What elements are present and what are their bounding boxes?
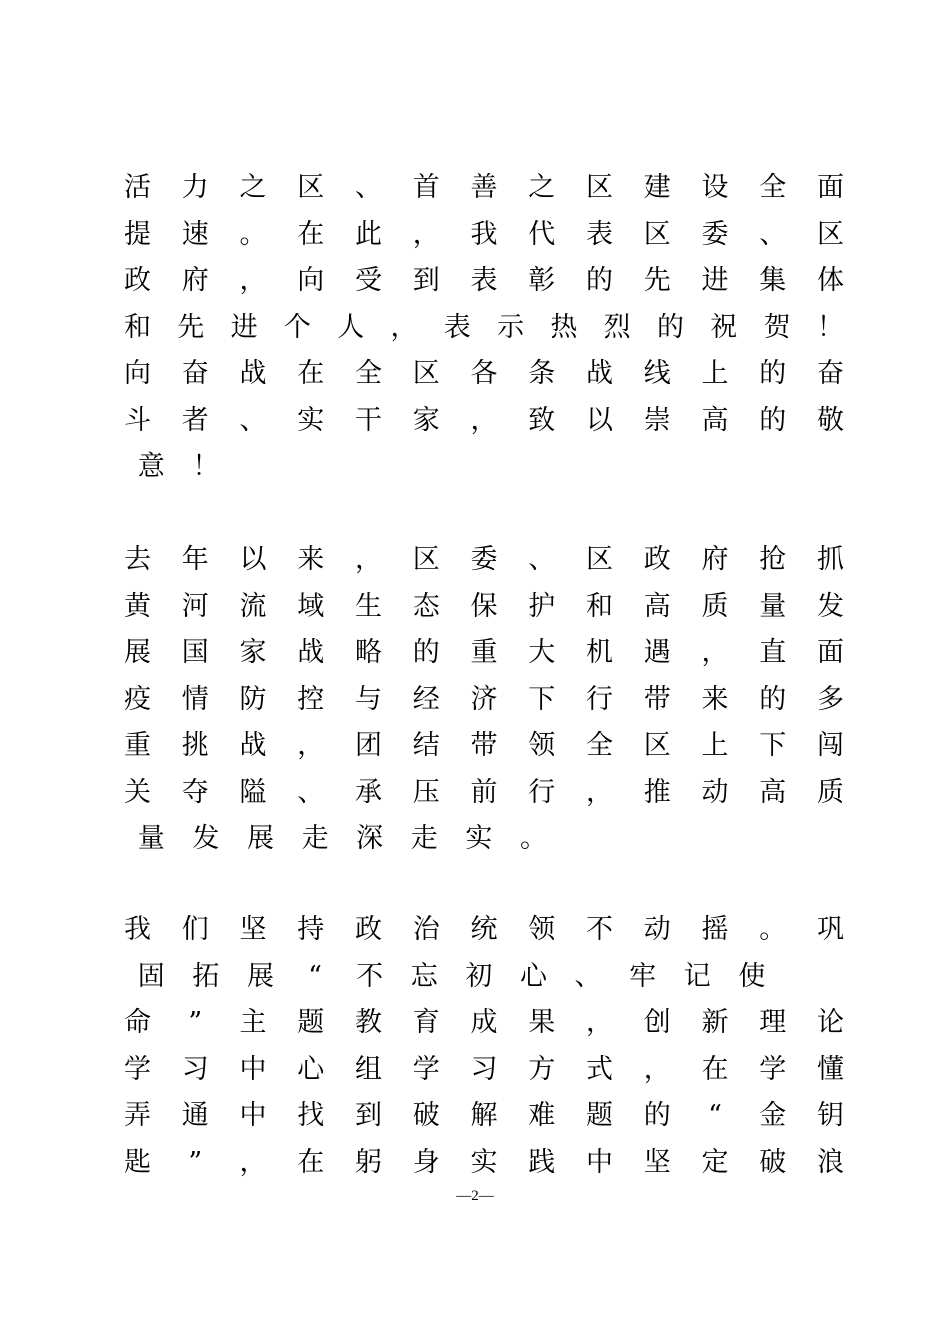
text-line: 和 先 进 个 人 ， 表 示 热 烈 的 祝 贺 ！ [124, 311, 844, 343]
text-line: 去 年 以 来 ， 区 委 、 区 政 府 抢 抓 [124, 544, 844, 575]
text-line: 意 ！ [137, 451, 220, 482]
paragraph-1 [124, 165, 844, 491]
text-line: 我 们 坚 持 政 治 统 领 不 动 摇 。 巩 [124, 914, 844, 945]
text-line: 活 力 之 区 、 首 善 之 区 建 设 全 面 [124, 172, 844, 203]
text-line: 弄 通 中 找 到 破 解 难 题 的 “ 金 钥 [124, 1100, 844, 1131]
text-line: 关 夺 隘 、 承 压 前 行 ， 推 动 高 质 [124, 776, 844, 808]
text-line: 斗 者 、 实 干 家 ， 致 以 崇 高 的 敬 [124, 404, 844, 436]
paragraph-3 [124, 907, 844, 1186]
text-line: 黄 河 流 域 生 态 保 护 和 高 质 量 发 [124, 590, 844, 622]
text-line: 提 速 。 在 此 ， 我 代 表 区 委 、 区 [124, 218, 844, 250]
text-line: 学 习 中 心 组 学 习 方 式 ， 在 学 懂 [124, 1053, 844, 1085]
text-line: 政 府 ， 向 受 到 表 彰 的 先 进 集 体 [124, 265, 844, 296]
text-line: 匙 ” ， 在 躬 身 实 践 中 坚 定 破 浪 [124, 1146, 844, 1178]
text-line: 固 拓 展 “ 不 忘 初 心 、 牢 记 使 [137, 960, 766, 992]
text-line: 命 ” 主 题 教 育 成 果 ， 创 新 理 论 [124, 1007, 844, 1038]
text-line: 量 发 展 走 深 走 实 。 [137, 823, 547, 854]
page-number: —2— [456, 1188, 494, 1204]
text-line: 展 国 家 战 略 的 重 大 机 遇 ， 直 面 [124, 637, 844, 668]
text-line: 疫 情 防 控 与 经 济 下 行 带 来 的 多 [124, 683, 844, 715]
text-line: 向 奋 战 在 全 区 各 条 战 线 上 的 奋 [124, 358, 844, 389]
text-line: 重 挑 战 ， 团 结 带 领 全 区 上 下 闯 [124, 730, 844, 761]
paragraph-2 [124, 537, 844, 863]
